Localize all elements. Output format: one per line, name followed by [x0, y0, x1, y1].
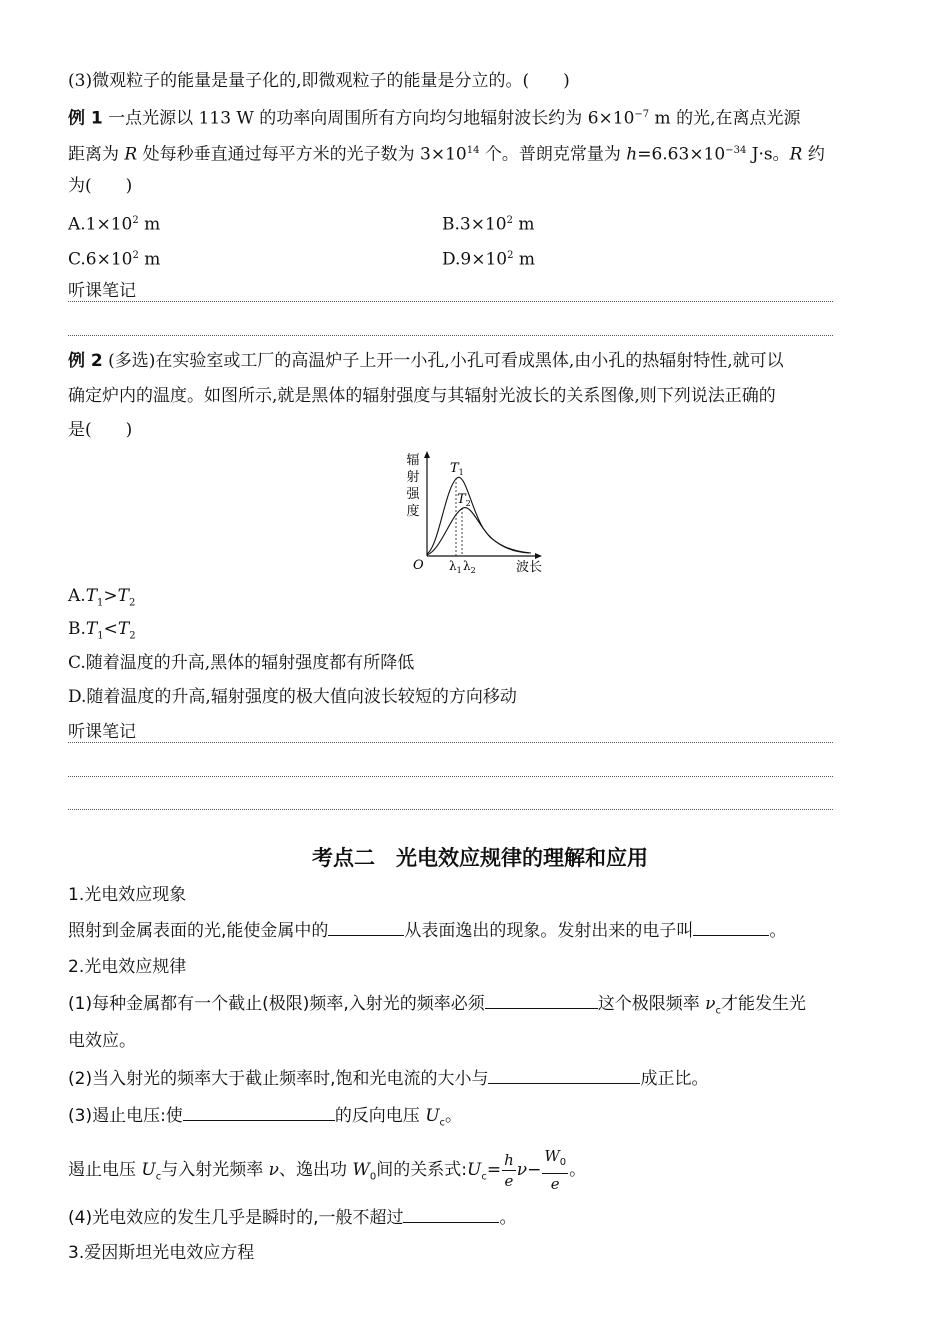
heading-text: 1.光电效应现象	[68, 885, 187, 905]
example1-option-c[interactable]	[68, 245, 160, 271]
text: J·s。	[746, 144, 790, 165]
rule-3	[68, 1105, 462, 1134]
t2-letter: T	[457, 492, 466, 507]
text: 。	[569, 1160, 587, 1180]
t1-label	[450, 461, 464, 477]
var-nu: ν	[268, 1160, 279, 1180]
var-w: W	[544, 1147, 560, 1165]
text: (2)当入射光的频率大于截止频率时,饱和光电流的大小与	[68, 1069, 489, 1089]
text: 。	[499, 1208, 517, 1228]
numerator	[542, 1146, 568, 1174]
sub: c	[715, 1005, 721, 1017]
exponent: −34	[725, 145, 747, 156]
sub: 1	[97, 597, 104, 609]
text: 成正比。	[640, 1069, 709, 1089]
sub: 0	[559, 1157, 567, 1168]
intro-item	[68, 70, 570, 92]
lambda1-letter: λ	[449, 559, 457, 573]
intro-item-text: (3)微观粒子的能量是量子化的,即微观粒子的能量是分立的。( )	[68, 71, 570, 91]
var-r: R	[124, 144, 138, 165]
var-w: W	[352, 1160, 370, 1180]
text: 为( )	[68, 176, 133, 196]
lambda1-sub: 1	[456, 566, 462, 575]
sub: c	[481, 1171, 487, 1183]
notes-rule[interactable]	[68, 742, 833, 743]
t1-letter: T	[450, 461, 459, 476]
fill-blank[interactable]	[693, 920, 769, 936]
example1-label: 例 1	[68, 108, 103, 129]
sub: 2	[129, 630, 136, 642]
text: 这个极限频率	[597, 994, 706, 1014]
minus: −	[527, 1160, 542, 1180]
rule-1-cont	[68, 1030, 136, 1052]
text: 。	[769, 921, 787, 941]
heading-2	[68, 956, 186, 978]
option-prefix: A.	[68, 586, 86, 606]
denominator	[542, 1174, 568, 1194]
operator: <	[103, 619, 118, 639]
rule-1	[68, 993, 806, 1022]
sub: 0	[369, 1171, 377, 1183]
option-unit: m	[512, 214, 535, 235]
blackbody-radiation-figure	[395, 448, 555, 578]
notes-label: 听课笔记	[68, 722, 136, 742]
notes-rule[interactable]	[68, 809, 833, 810]
heading-1	[68, 884, 186, 906]
exponent: 2	[132, 250, 139, 261]
text: 距离为	[68, 144, 125, 165]
fill-blank[interactable]	[403, 1207, 499, 1223]
text: 的反向电压	[334, 1106, 426, 1126]
var-e: e	[550, 1175, 560, 1193]
option-text: C.6×10	[68, 249, 133, 270]
var-h: h	[504, 1150, 514, 1169]
example1-line3	[68, 175, 132, 197]
example2-option-b[interactable]	[68, 618, 136, 647]
operator: >	[103, 586, 118, 606]
text: 约	[802, 144, 825, 165]
formula-line	[68, 1146, 586, 1197]
option-text: D.9×10	[442, 249, 508, 270]
sub: 1	[97, 630, 104, 642]
var-t: T	[117, 586, 129, 606]
fraction-w0-over-e	[542, 1146, 568, 1194]
text: 间的关系式:	[376, 1160, 467, 1180]
example2-line1	[68, 350, 784, 372]
heading-text: 3.爱因斯坦光电效应方程	[68, 1243, 255, 1263]
sub: c	[155, 1171, 162, 1183]
example2-line2	[68, 385, 776, 407]
example2-notes-label	[68, 721, 136, 743]
var-t: T	[85, 619, 98, 639]
rule-4	[68, 1207, 516, 1229]
fraction-h-over-e	[502, 1150, 516, 1191]
example1-option-b[interactable]	[442, 210, 535, 236]
denominator	[502, 1171, 516, 1191]
notes-label: 听课笔记	[68, 281, 136, 301]
example2-option-d[interactable]	[68, 686, 517, 708]
var-u: U	[141, 1160, 156, 1180]
text: 、逸出功	[278, 1160, 353, 1180]
fill-blank[interactable]	[328, 920, 404, 936]
option-text: B.3×10	[442, 214, 507, 235]
var-nu: ν	[705, 994, 716, 1014]
sub: 2	[129, 597, 136, 609]
y-axis-arrow-icon	[424, 451, 430, 458]
option-unit: m	[513, 249, 536, 270]
text: (3)遏止电压:使	[68, 1106, 183, 1126]
x-label: 波长	[516, 560, 543, 575]
example1-notes-label	[68, 280, 136, 302]
fill-blank[interactable]	[488, 1068, 640, 1084]
notes-rule[interactable]	[68, 335, 833, 336]
exponent: −7	[634, 109, 650, 120]
text: 从表面逸出的现象。发射出来的电子叫	[404, 921, 694, 941]
option-unit: m	[138, 249, 161, 270]
text: 个。普朗克常量为	[479, 144, 627, 165]
example1-line2	[68, 140, 825, 166]
text: 处每秒垂直通过每平方米的光子数为 3×10	[137, 144, 467, 165]
text: (4)光电效应的发生几乎是瞬时的,一般不超过	[68, 1208, 404, 1228]
rule-2	[68, 1068, 708, 1090]
option-prefix: B.	[68, 619, 86, 639]
t2-sub: 2	[465, 499, 471, 508]
curve-t1	[427, 477, 529, 554]
exponent: 14	[466, 145, 480, 156]
var-h: h	[626, 144, 638, 165]
example1-line1	[68, 104, 800, 130]
text: 才能发生光	[721, 994, 806, 1014]
exponent: 2	[132, 215, 139, 226]
text: 与入射光频率	[161, 1160, 269, 1180]
section-title: 考点二 光电效应规律的理解和应用	[312, 846, 648, 870]
lambda2-sub: 2	[470, 566, 476, 575]
heading-text: 2.光电效应规律	[68, 957, 187, 977]
x-axis-arrow-icon	[535, 553, 542, 559]
y-label-char: 辐	[406, 453, 420, 468]
option-text: C.随着温度的升高,黑体的辐射强度都有所降低	[68, 653, 415, 673]
example1-option-a[interactable]	[68, 210, 160, 236]
notes-rule[interactable]	[68, 776, 833, 777]
example1-text1b: m 的光,在离点光源	[649, 108, 801, 129]
var-u: U	[466, 1160, 482, 1180]
y-label-char: 度	[406, 504, 420, 519]
lambda1-label	[449, 559, 462, 575]
var-t: T	[117, 619, 130, 639]
option-unit: m	[138, 214, 161, 235]
lambda2-label	[463, 559, 476, 575]
y-label-char: 射	[406, 470, 420, 485]
text: 遏止电压	[68, 1160, 142, 1180]
var-u: U	[425, 1106, 440, 1126]
equals: =	[486, 1160, 502, 1180]
y-label-char: 强	[406, 487, 420, 502]
var-t: T	[85, 586, 98, 606]
fill-blank[interactable]	[183, 1105, 335, 1121]
option-text: D.随着温度的升高,辐射强度的极大值向波长较短的方向移动	[68, 687, 517, 707]
t1-sub: 1	[458, 468, 464, 477]
exponent: 2	[507, 250, 514, 261]
para-1	[68, 920, 786, 942]
option-text: A.1×10	[68, 214, 133, 235]
example1-option-d[interactable]	[442, 245, 535, 271]
sub: c	[439, 1117, 446, 1129]
var-r: R	[789, 144, 803, 165]
text: (1)每种金属都有一个截止(极限)频率,入射光的频率必须	[68, 994, 485, 1014]
text: 确定炉内的温度。如图所示,就是黑体的辐射强度与其辐射光波长的关系图像,则下列说法正确的	[68, 386, 776, 406]
example1-text1: 一点光源以 113 W 的功率向周围所有方向均匀地辐射波长约为 6×10	[108, 108, 635, 129]
origin-label: O	[413, 558, 424, 573]
notes-rule[interactable]	[68, 301, 833, 302]
exponent: 2	[506, 215, 513, 226]
text: 。	[445, 1106, 463, 1126]
example2-option-a[interactable]	[68, 585, 135, 614]
text: 照射到金属表面的光,能使金属中的	[68, 921, 329, 941]
heading-3	[68, 1242, 254, 1264]
text: (多选)在实验室或工厂的高温炉子上开一小孔,小孔可看成黑体,由小孔的热辐射特性,就可以	[108, 351, 784, 371]
numerator	[502, 1150, 516, 1171]
text: 电效应。	[68, 1031, 136, 1051]
text: 是( )	[68, 420, 133, 440]
var-nu: ν	[516, 1160, 528, 1180]
example2-line3	[68, 419, 132, 441]
example2-label: 例 2	[68, 351, 103, 371]
lambda2-letter: λ	[463, 559, 471, 573]
example2-option-c[interactable]	[68, 652, 414, 674]
fill-blank[interactable]	[485, 993, 598, 1009]
var-e: e	[504, 1171, 514, 1190]
text: =6.63×10	[637, 144, 726, 165]
